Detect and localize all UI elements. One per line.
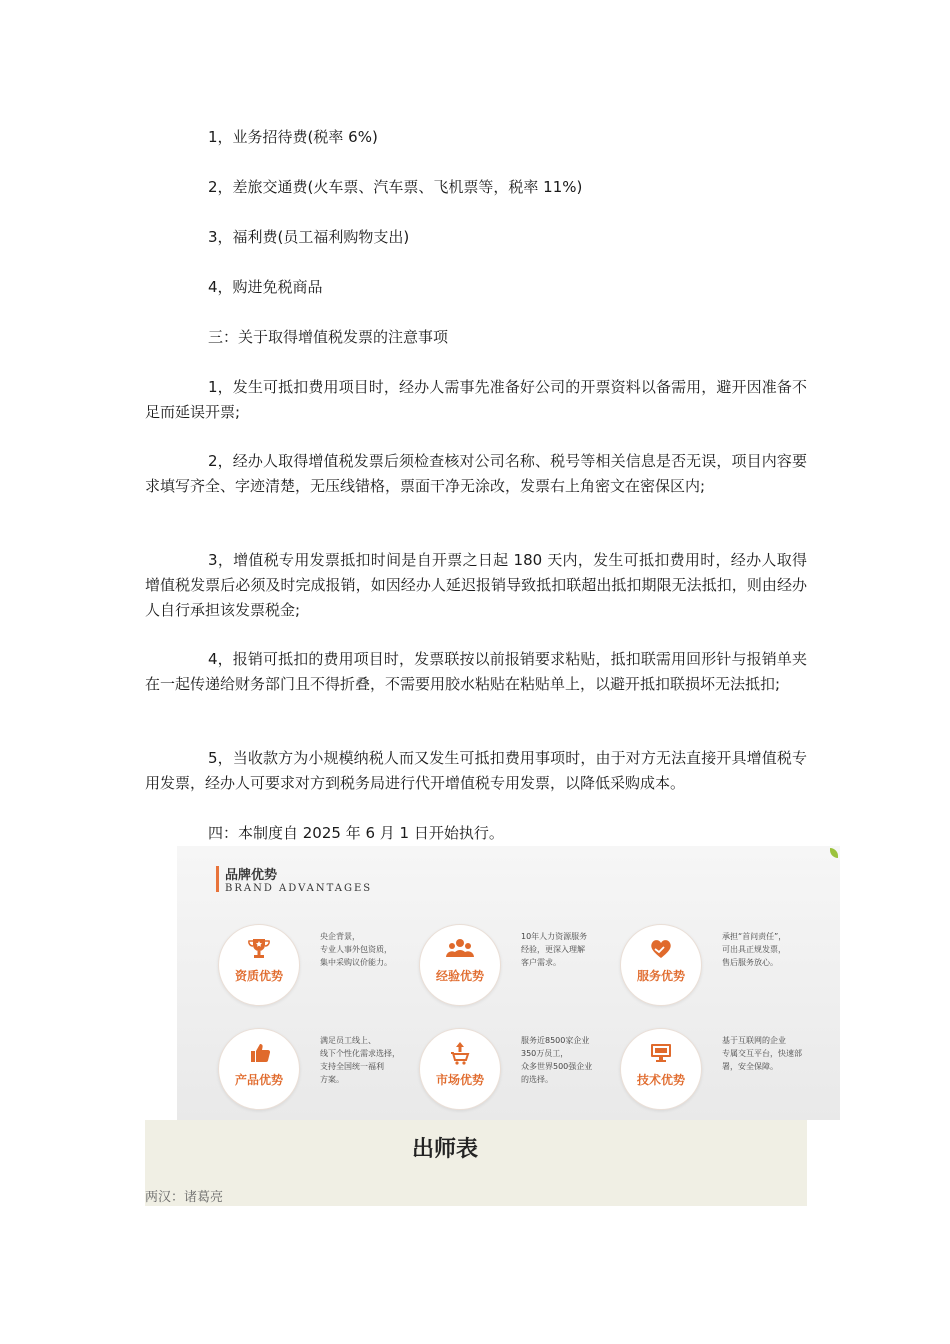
desc-line: 售后服务放心。 — [722, 958, 778, 967]
advantage-item — [419, 924, 619, 1016]
advantage-description — [521, 930, 621, 969]
brand-title: 品牌优势 — [225, 868, 278, 883]
desc-line: 满足员工线上、 — [320, 1036, 376, 1045]
paragraph: 4，报销可抵扣的费用项目时，发票联按以前报销要求粘贴，抵扣联需用回形针与报销单夹在一起传递给财务部门且不得折叠，不需要用胶水粘贴在粘贴单上，以避开抵扣联损坏无法抵扣; — [145, 650, 807, 693]
trophy-icon — [244, 937, 274, 961]
desc-line: 经验，更深入理解 — [521, 945, 585, 954]
advantage-item — [620, 1028, 820, 1120]
brand-subtitle: BRAND ADVANTAGES — [225, 883, 373, 894]
accent-bar — [216, 866, 219, 892]
leaf-icon — [830, 848, 838, 858]
desc-line: 350万员工， — [521, 1049, 569, 1058]
advantage-description — [320, 930, 420, 969]
desc-line: 众多世界500强企业 — [521, 1062, 593, 1071]
advantage-badge — [419, 1028, 501, 1110]
desc-line: 方案。 — [320, 1075, 344, 1084]
advantage-item — [218, 1028, 418, 1120]
paragraph: 3，增值税专用发票抵扣时间是自开票之日起 180 天内，发生可抵扣费用时，经办人取得增值税发票后必须及时完成报销，如因经办人延迟报销导致抵扣联超出抵扣期限无法抵扣，则由经办人自行承担该发票税金; — [145, 551, 807, 619]
desc-line: 集中采购议价能力。 — [320, 958, 392, 967]
advantage-item — [218, 924, 418, 1016]
advantage-badge — [218, 924, 300, 1006]
desc-line: 专属交互平台，快速部 — [722, 1049, 802, 1058]
advantage-badge — [620, 924, 702, 1006]
paragraph: 2，经办人取得增值税发票后须检查核对公司名称、税号等相关信息是否无误，项目内容要求填写齐全、字迹清楚，无压线错格，票面干净无涂改，发票右上角密文在密保区内; — [145, 452, 807, 495]
desc-line: 基于互联网的企业 — [722, 1036, 786, 1045]
heart-hands-icon — [646, 937, 676, 961]
desc-line: 客户需求。 — [521, 958, 561, 967]
advantage-label: 服务优势 — [636, 969, 685, 983]
paragraph: 3，福利费(员工福利购物支出) — [208, 228, 410, 246]
desc-line: 线下个性化需求选择， — [320, 1049, 400, 1058]
paragraph: 2，差旅交通费(火车票、汽车票、飞机票等，税率 11%) — [208, 178, 583, 196]
advantage-label: 市场优势 — [435, 1073, 484, 1087]
advantage-badge — [419, 924, 501, 1006]
poem-block — [145, 1120, 807, 1206]
desc-line: 央企背景， — [320, 932, 360, 941]
advantage-badge — [620, 1028, 702, 1110]
brand-advantages-image — [177, 846, 840, 1120]
paragraph: 5，当收款方为小规模纳税人而又发生可抵扣费用事项时，由于对方无法直接开具增值税专用发票，经办人可要求对方到税务局进行代开增值税专用发票，以降低采购成本。 — [145, 749, 807, 792]
paragraph: 1，发生可抵扣费用项目时，经办人需事先准备好公司的开票资料以备需用，避开因准备不足而延误开票; — [145, 378, 807, 421]
desc-line: 服务近8500家企业 — [521, 1036, 590, 1045]
thumbs-up-icon — [244, 1041, 274, 1065]
desc-line: 的选择。 — [521, 1075, 553, 1084]
advantage-label: 技术优势 — [636, 1073, 685, 1087]
advantage-description — [320, 1034, 420, 1086]
advantage-label: 产品优势 — [234, 1073, 283, 1087]
advantage-description — [722, 930, 822, 969]
people-icon — [445, 937, 475, 961]
desc-line: 专业人事外包资质， — [320, 945, 392, 954]
advantage-description — [722, 1034, 822, 1073]
desc-line: 10年人力资源服务 — [521, 932, 588, 941]
desc-line: 承担“首问责任”， — [722, 932, 787, 941]
section-heading: 四：本制度自 2025 年 6 月 1 日开始执行。 — [208, 824, 504, 842]
advantage-badge — [218, 1028, 300, 1110]
advantage-label: 经验优势 — [435, 969, 484, 983]
paragraph: 4，购进免税商品 — [208, 278, 323, 296]
desc-line: 可出具正规发票， — [722, 945, 786, 954]
desc-line: 署，安全保障。 — [722, 1062, 778, 1071]
advantage-description — [521, 1034, 621, 1086]
desc-line: 支持全国统一福利 — [320, 1062, 384, 1071]
paragraph: 1，业务招待费(税率 6%) — [208, 128, 378, 146]
advantage-item — [419, 1028, 619, 1120]
advantage-item — [620, 924, 820, 1016]
monitor-icon — [646, 1041, 676, 1065]
cart-up-icon — [445, 1041, 475, 1065]
poem-title: 出师表 — [411, 1137, 478, 1162]
section-heading: 三：关于取得增值税发票的注意事项 — [208, 328, 449, 346]
poem-author: 两汉：诸葛亮 — [145, 1190, 224, 1205]
advantage-label: 资质优势 — [234, 969, 283, 983]
